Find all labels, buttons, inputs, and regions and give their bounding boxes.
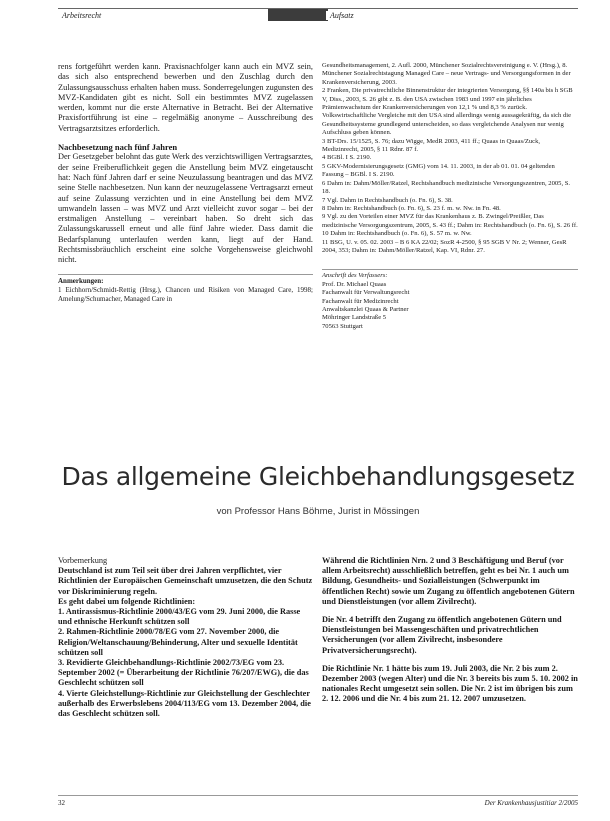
author-line: Prof. Dr. Michael Quaas [322,280,387,288]
article-byline: von Professor Hans Böhme, Jurist in Mössingen [216,506,420,517]
footnote: 2 Franken, Die privatrechtliche Binnenstruktur der integrierten Versorgung, §§ 140a bis h SGB V, Diss., 2003, S. 26 gibt z. B. den USA zwischen 1983 und 1997 ein jährliches Prämienwachstum der Krankenversicherungen von 12,1 % und 8,3 % zurück. Volkswirtschaftliche Vergleiche mit den USA sind allerdings wenig aussagekräftig, da sich die Gesundheitssysteme grundlegend unterscheiden, so dass vergleichende Analysen nur wenig Aufschluss geben können. [322,87,573,137]
right-column-top [322,62,578,331]
footnote: 4 BGBl. I S. 2190. [322,154,372,162]
paragraph: Die Nr. 4 betrifft den Zugang zu öffentlich angebotenen Gütern und Dienstleistungen bei Massengeschäften und privatrechtlichen Versicherungen (vor allem Zivilrecht, insbesondere Privatversicherungsrecht). [322,615,562,655]
left-column-top [58,62,313,304]
label: Vorbemerkung [58,556,108,565]
right-column-bottom [322,556,578,713]
paragraph: Der Gesetzgeber belohnt das gute Werk des verzichtswilligen Vertragsarztes, der seine Freiberuflichkeit gegen die Anstellung beim MVZ eingetauscht hat: Nach fünf Jahren darf er seine Neuzulassung beantragen und das MVZ seine Stelle nachbesetzen. Nun kann der neuzugelassene Vertragsarzt erneut auf seine Zulassung verzichten und in eine Anstellung bei dem MVZ umwandeln lassen – was MVZ und Arzt vielleicht zuvor sogar – bei der erstmaligen Anstellung – vereinbart haben. So dreht sich das Zulassungskarussell erneut und alle fünf Jahre wieder. Dass damit die Bedarfsplanung unterlaufen werden kann, liegt auf der Hand. Rechtsmissbräuchlich erscheint eine solche Vorgehensweise gleichwohl nicht. [58,152,313,265]
article-title: Das allgemeine Gleichbehandlungsgesetz [61,462,575,491]
author-line: Fachanwalt für Verwaltungsrecht [322,289,410,297]
notes-heading: Anmerkungen: [58,276,104,285]
section-label: Arbeitsrecht [58,11,105,20]
running-header [58,8,578,23]
header-bar [268,9,328,21]
author-address [322,269,578,331]
list-item: 3. Revidierte Gleichbehandlungs-Richtlinie 2002/73/EG vom 23. September 2002 (= Überarbeitung der Richtlinie 76/207/EWG), die das Geschlecht schützen soll [58,658,309,688]
paragraph: rens fortgeführt werden kann. Praxisnachfolger kann auch ein MVZ sein, das sich also entsprechend bewerben und den Zuschlag durch den Zulassungsausschuss erhalten haben muss. Sonderregelungen zugunsten des MVZ-Kandidaten gibt es nicht. Soll ein bestimmtes MVZ zugelassen werden, kommt nur die erste Alternative in Betracht. Bei der Alternative Praxisfortführung ist eine – regelmäßig anonyme – Ausschreibung des Vertragsarztsitzes erforderlich. [58,62,313,133]
footnote: 5 GKV-Modernisierungsgesetz (GMG) vom 14. 11. 2003, in der ab 01. 01. 04 geltenden Fassung – BGBl. I S. 2190. [322,162,555,179]
footnote: Gesundheitsmanagement, 2. Aufl. 2000, Münchener Sozialrechtsvereinigung e. V. (Hrsg.), 8. Münchener Sozialrechtstagung Managed Care – neue Vertrags- und Versorgungsformen in der Krankenversicherung, 2003. [322,62,571,86]
list-item: 2. Rahmen-Richtlinie 2000/78/EG vom 27. November 2000, die Religion/Weltanschauung/Behinderung, Alter und sexuelle Identität schützen soll [58,627,298,657]
footnote: 11 BSG, U. v. 05. 02. 2003 – B 6 KA 22/02; SozR 4-2500, § 95 SGB V Nr. 2; Wenner, GesR 2004, 353; Dahm in: Dahm/Möller/Ratzel, Kap. VI, Rdnr. 27. [322,238,567,254]
footnote: 7 Vgl. Dahm in Rechtshandbuch (o. Fn. 6), S. 38. [322,196,453,204]
paragraph: Während die Richtlinien Nrn. 2 und 3 Beschäftigung und Beruf (vor allem Arbeitsrecht) ausschließlich betreffen, geht es bei Nr. 1 auch um Bildung, Gesundheits- und Sozialleistungen (Schwerpunkt im öffentlichen Recht) sowie um Zugang zu öffentlich angebotenen Gütern und Dienstleistungen (vor allem Zivilrecht). [322,556,575,606]
author-line: Möhringer Landstraße 5 [322,314,387,322]
author-heading: Anschrift des Verfassers: [322,272,388,280]
note-1: 1 Eichhorn/Schmidt-Rettig (Hrsg.), Chancen und Risiken von Managed Care, 1998; Amelung/Schumacher, Managed Care in [58,285,313,303]
lead: Es geht dabei um folgende Richtlinien: [58,596,196,606]
section-heading: Nachbesetzung nach fünf Jahren [58,142,178,153]
left-column-bottom [58,556,316,719]
page-footer [58,795,578,807]
footnote: 6 Dahm in: Dahm/Möller/Ratzel, Rechtshandbuch medizinische Versorgungszentren, 2005, S. 18. [322,179,571,196]
author-line: 70563 Stuttgart [322,322,363,330]
paragraph: Die Richtlinie Nr. 1 hätte bis zum 19. Juli 2003, die Nr. 2 bis zum 2. Dezember 2003 (wegen Alter) und die Nr. 3 bereits bis zum 5. 10. 2002 in nationales Recht umgesetzt sein sollen. Die Nr. 2 ist im übrigen bis zum 2. 12. 2006 und die Nr. 4 bis zum 21. 12. 2007 umzusetzen. [322,663,578,704]
footnote: 9 Vgl. zu den Vorteilen einer MVZ für das Krankenhaus z. B. Zwingel/Preißler, Das medizinische Versorgungszentrum, 2005, S. 43 ff.; Dahm in: Rechtshandbuch (o. Fn. 6), S. 26 ff. [322,213,578,229]
footnote: 3 BT-Drs. 15/1525, S. 76; dazu Wigge, MedR 2003, 411 ff.; Quaas in Quaas/Zuck, Medizinrecht, 2005, § 11 Rdnr. 87 f. [322,137,541,154]
page-number: 32 [58,799,65,807]
author-line: Anwaltskanzlei Quaas & Partner [322,305,409,313]
author-line: Fachanwalt für Medizinrecht [322,297,399,305]
list-item: 4. Vierte Gleichstellungs-Richtlinie zur Gleichstellung der Geschlechter außerhalb des Erwerbslebens 2004/113/EG vom 13. Dezember 2004, die das Geschlecht schützen soll. [58,688,311,719]
intro: Deutschland ist zum Teil seit über drei Jahren verpflichtet, vier Richtlinien der Europäischen Gemeinschaft umzusetzen, die den Schutz vor Diskriminierung regeln. [58,566,313,596]
footnote: 10 Dahm in: Rechtshandbuch (o. Fn. 6), S. 57 m. w. Nw. [322,230,472,238]
footnote: 8 Dahm in: Rechtshandbuch (o. Fn. 6), S. 23 f. m. w. Nw. in Fn. 48. [322,204,501,212]
category-label: Aufsatz [326,11,358,20]
list-item: 1. Antirassismus-Richtlinie 2000/43/EG vom 29. Juni 2000, die Rasse und ethnische Herkunft schützen soll [58,607,301,627]
journal-source: Der Krankenhausjustitiar 2/2005 [484,799,578,807]
notes [58,274,313,304]
